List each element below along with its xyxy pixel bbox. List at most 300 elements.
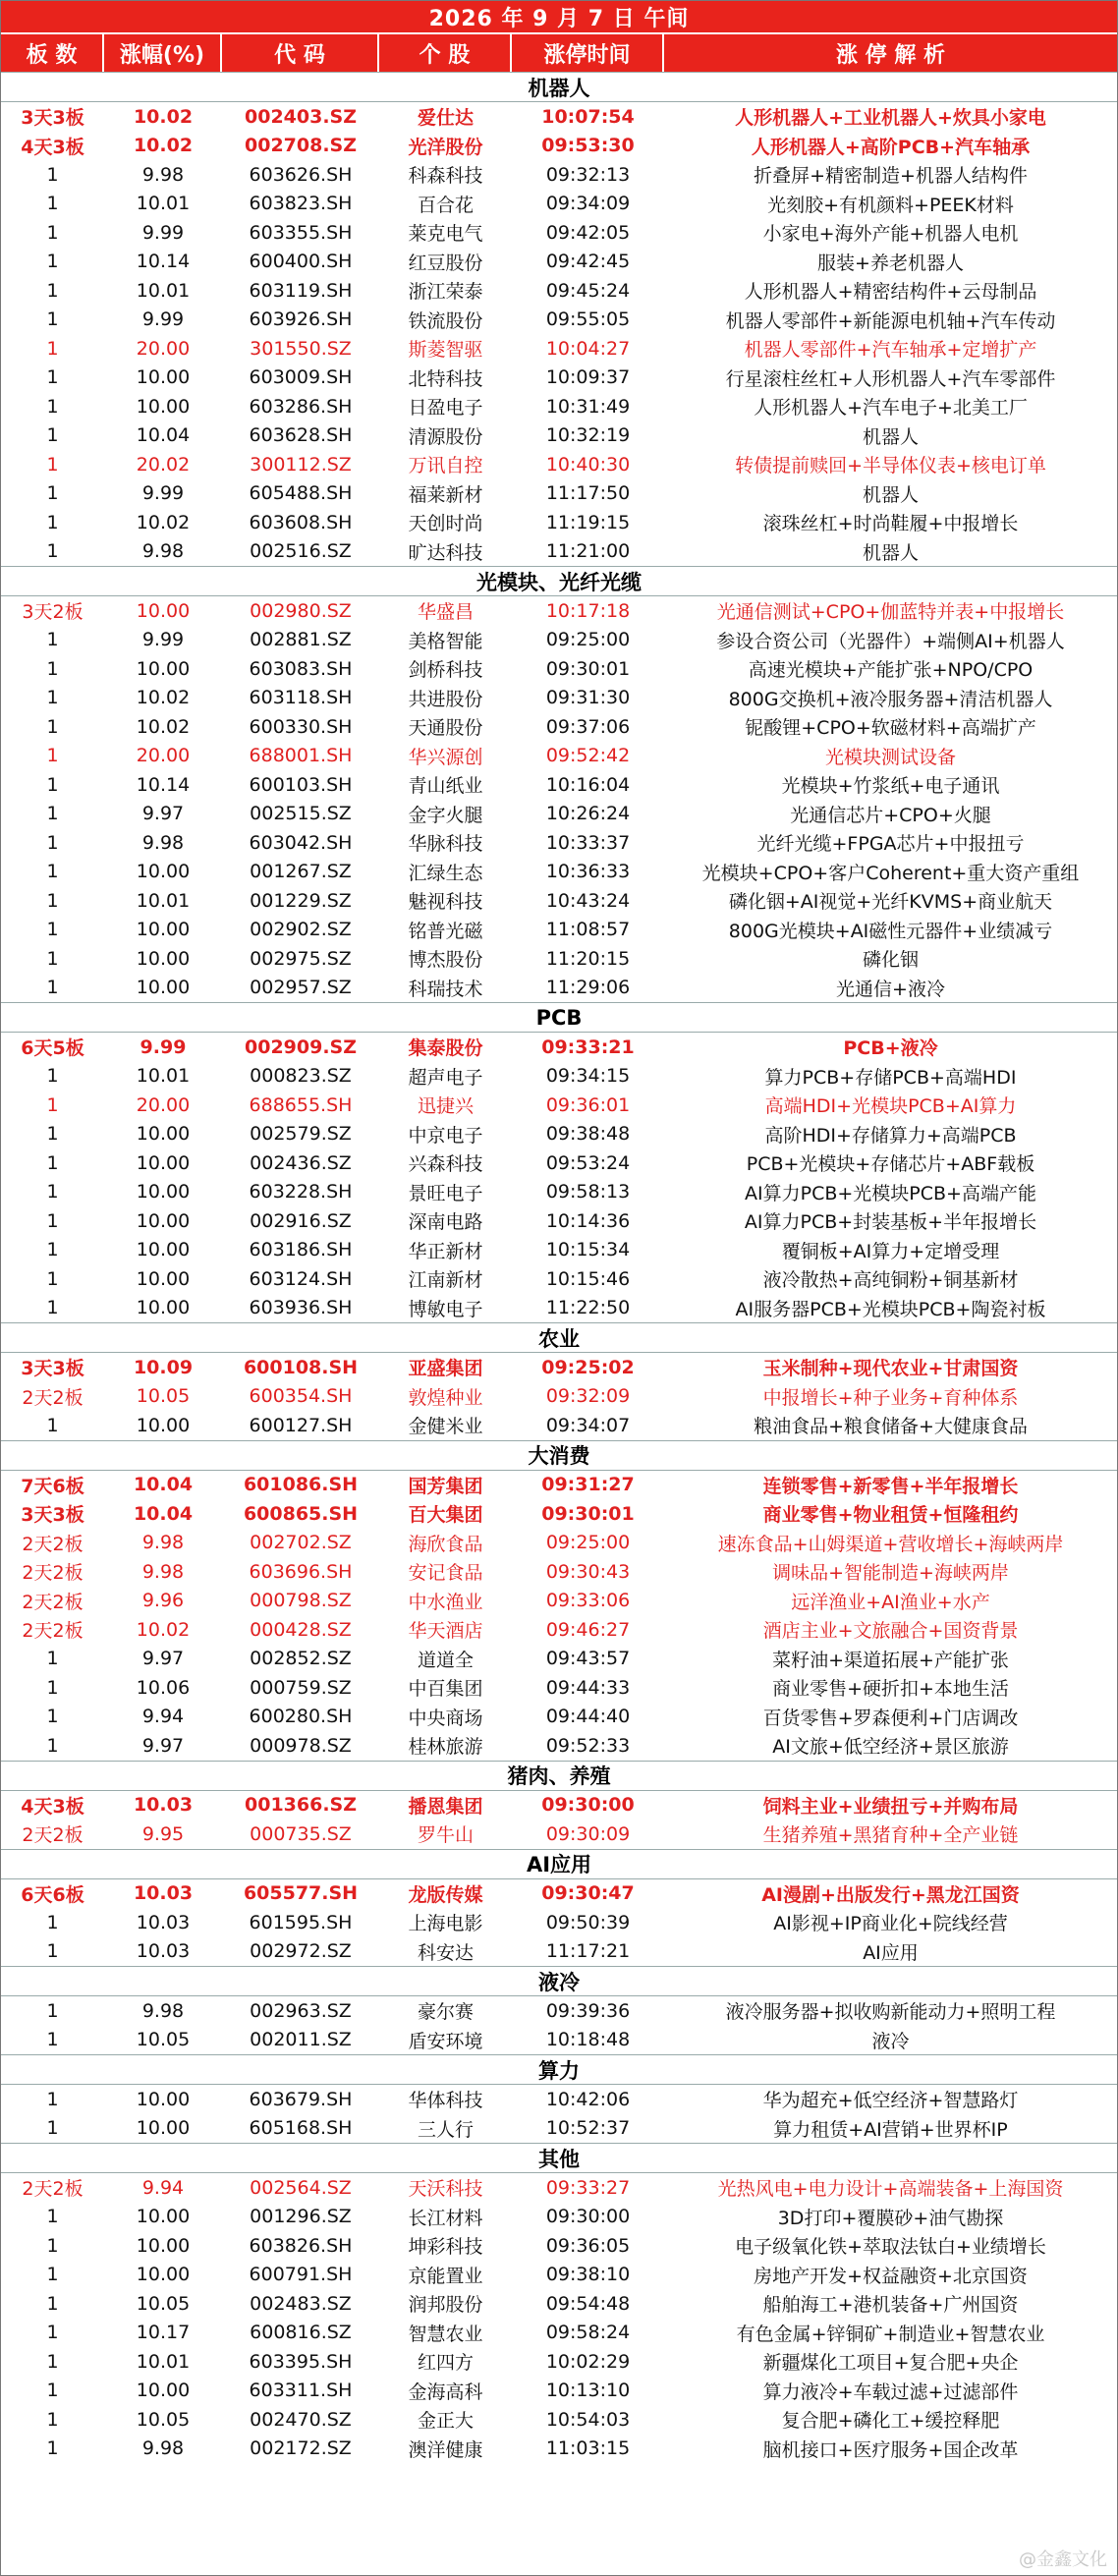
cell-board-count: 1 [46,1648,59,1670]
table-row [1,450,1117,479]
cell-analysis: 折叠屏+精密制造+机器人结构件 [754,165,1028,188]
cell-board-count: 1 [46,337,59,360]
cell-board-count: 1 [46,482,59,505]
cell-board-count: 2天2板 [22,1533,84,1555]
cell-stock-code: 603228.SH [249,1181,353,1204]
cell-limit-time: 09:25:00 [545,629,631,651]
cell-analysis: 机器人 [862,483,919,506]
table-row [1,1499,1117,1529]
cell-stock-code: 603355.SH [249,221,353,244]
cell-stock-name: 集泰股份 [408,1037,483,1060]
cell-board-count: 1 [46,2350,59,2373]
section-header: 算力 [1,2054,1117,2085]
cell-stock-code: 603626.SH [249,163,353,186]
cell-board-count: 1 [46,308,59,331]
table-row [1,190,1117,219]
section-header: 机器人 [1,72,1117,102]
cell-change-pct: 10.01 [136,193,191,215]
cell-limit-time: 09:58:13 [545,1181,631,1204]
cell-board-count: 1 [46,1734,59,1757]
cell-analysis: PCB+液冷 [843,1037,938,1060]
cell-stock-name: 汇绿生态 [408,862,483,884]
cell-limit-time: 09:32:09 [545,1385,631,1408]
cell-stock-name: 桂林旅游 [408,1736,483,1759]
cell-stock-name: 清源股份 [408,425,483,448]
cell-limit-time: 10:52:37 [545,2117,631,2140]
cell-stock-code: 000978.SZ [250,1734,352,1757]
cell-limit-time: 11:17:21 [545,1940,631,1963]
cell-stock-name: 华正新材 [408,1240,483,1262]
table-row [1,1471,1117,1500]
cell-change-pct: 10.14 [136,251,191,273]
cell-stock-name: 华盛昌 [417,601,474,624]
cell-limit-time: 10:16:04 [545,773,631,796]
cell-change-pct: 10.00 [136,947,191,970]
cell-analysis: 速冻食品+山姆渠道+营收增长+海峡两岸 [717,1533,1064,1555]
cell-stock-name: 万讯自控 [408,455,483,477]
cell-limit-time: 09:44:33 [545,1676,631,1699]
cell-stock-name: 江南新材 [408,1269,483,1292]
section-header: AI应用 [1,1849,1117,1879]
cell-limit-time: 09:30:01 [545,657,631,680]
cell-analysis: 商业零售+物业租赁+恒隆租约 [762,1504,1019,1527]
cell-limit-time: 09:55:05 [545,308,631,331]
table-row [1,1820,1117,1849]
cell-stock-name: 共进股份 [408,688,483,710]
cell-stock-code: 300112.SZ [250,453,352,476]
table-row [1,1120,1117,1149]
cell-stock-name: 铭普光磁 [408,920,483,942]
cell-change-pct: 9.97 [141,803,185,825]
cell-analysis: 磷化铟 [862,949,919,972]
cell-stock-name: 超声电子 [408,1066,483,1089]
cell-stock-name: 中水渔业 [408,1591,483,1613]
cell-limit-time: 09:37:06 [545,715,631,738]
table-row [1,1908,1117,1937]
cell-stock-name: 中百集团 [408,1678,483,1701]
table-row [1,160,1117,190]
cell-analysis: 商业零售+硬折扣+本地生活 [772,1678,1009,1701]
cell-analysis: 酒店主业+文旅融合+国资背景 [762,1620,1019,1643]
cell-board-count: 1 [46,279,59,302]
table-row [1,1236,1117,1265]
cell-stock-name: 长江材料 [408,2207,483,2229]
cell-stock-name: 铁流股份 [408,309,483,332]
cell-board-count: 1 [46,1999,59,2022]
cell-limit-time: 10:07:54 [541,105,635,128]
cell-analysis: 转债提前赎回+半导体仪表+核电订单 [735,455,1046,477]
cell-change-pct: 10.01 [136,2350,191,2373]
table-row [1,2203,1117,2232]
cell-change-pct: 10.00 [136,861,191,883]
cell-change-pct: 10.00 [136,2264,191,2286]
table-row [1,916,1117,945]
cell-change-pct: 10.00 [136,2117,191,2140]
cell-stock-code: 601086.SH [243,1474,359,1496]
cell-change-pct: 10.05 [136,2408,191,2431]
section-header: 其他 [1,2143,1117,2173]
table-row [1,944,1117,974]
cell-change-pct: 9.99 [141,629,185,651]
table-row [1,479,1117,509]
cell-stock-code: 603936.SH [249,1297,353,1319]
cell-board-count: 1 [46,919,59,941]
cell-change-pct: 10.05 [136,2029,191,2051]
table-row [1,1033,1117,1062]
cell-limit-time: 10:42:06 [545,2088,631,2110]
cell-board-count: 1 [46,2029,59,2051]
cell-stock-code: 002436.SZ [250,1151,352,1174]
cell-board-count: 1 [46,1414,59,1436]
cell-board-count: 1 [46,715,59,738]
table-header [1,32,1117,72]
cell-limit-time: 09:54:48 [545,2292,631,2315]
cell-limit-time: 10:40:30 [545,453,631,476]
cell-board-count: 1 [46,687,59,709]
cell-limit-time: 11:08:57 [545,919,631,941]
cell-stock-code: 603628.SH [249,424,353,447]
cell-stock-name: 敦煌种业 [408,1386,483,1409]
cell-analysis: 液冷散热+高纯铜粉+铜基新材 [762,1269,1019,1292]
cell-change-pct: 10.00 [136,657,191,680]
cell-stock-code: 002011.SZ [250,2029,352,2051]
cell-change-pct: 10.00 [136,1414,191,1436]
table-row [1,1879,1117,1909]
cell-stock-name: 龙版传媒 [408,1883,483,1906]
cell-board-count: 1 [46,1151,59,1174]
cell-change-pct: 10.00 [136,1123,191,1146]
cell-stock-name: 华体科技 [408,2090,483,2112]
cell-change-pct: 10.04 [133,1474,194,1496]
cell-change-pct: 9.98 [141,163,185,186]
cell-change-pct: 9.99 [141,308,185,331]
cell-limit-time: 10:14:36 [545,1209,631,1232]
cell-board-count: 1 [46,1676,59,1699]
table-row [1,1382,1117,1412]
cell-limit-time: 10:09:37 [545,366,631,389]
cell-stock-name: 播恩集团 [408,1795,483,1818]
table-row [1,2347,1117,2377]
cell-stock-code: 600108.SH [243,1356,359,1378]
cell-board-count: 6天6板 [21,1883,84,1906]
cell-change-pct: 9.96 [141,1590,185,1612]
cell-stock-code: 603608.SH [249,511,353,533]
table-row [1,1557,1117,1587]
cell-analysis: 电子级氧化铁+萃取法钛白+业绩增长 [735,2236,1046,2259]
cell-stock-name: 景旺电子 [408,1182,483,1204]
table-row [1,1529,1117,1558]
cell-change-pct: 10.00 [136,919,191,941]
cell-change-pct: 9.95 [141,1822,185,1845]
cell-board-count: 1 [46,2437,59,2460]
table-row [1,1148,1117,1178]
table-row [1,1587,1117,1616]
cell-limit-time: 09:38:48 [545,1123,631,1146]
table-row [1,1264,1117,1294]
header-stock: 个 股 [379,34,512,72]
cell-change-pct: 10.00 [136,1297,191,1319]
cell-change-pct: 9.94 [141,2176,185,2199]
cell-stock-name: 美格智能 [408,630,483,652]
table-row [1,1091,1117,1120]
cell-analysis: 液冷 [871,2030,910,2052]
header-analysis: 涨 停 解 析 [836,42,945,68]
cell-stock-code: 605577.SH [243,1882,359,1905]
table-row [1,508,1117,537]
cell-stock-code: 605488.SH [249,482,353,505]
cell-stock-name: 旷达科技 [408,541,483,564]
cell-stock-name: 豪尔赛 [417,2001,474,2024]
cell-stock-code: 002852.SZ [250,1648,352,1670]
cell-change-pct: 10.03 [133,1794,194,1817]
cell-limit-time: 10:18:48 [545,2029,631,2051]
cell-limit-time: 09:30:01 [541,1502,635,1525]
cell-analysis: 服装+养老机器人 [817,252,964,274]
cell-board-count: 3天3板 [21,107,84,130]
cell-stock-name: 罗牛山 [417,1824,474,1847]
cell-board-count: 6天5板 [21,1037,84,1060]
table-row [1,886,1117,916]
cell-board-count: 1 [46,453,59,476]
table-row [1,626,1117,655]
cell-stock-code: 603119.SH [249,279,353,302]
cell-analysis: 脑机接口+医疗服务+国企改革 [762,2438,1019,2461]
table-body [1,72,1117,2463]
table-row [1,2435,1117,2464]
cell-board-count: 1 [46,861,59,883]
cell-board-count: 3天3板 [21,1504,84,1527]
cell-change-pct: 10.00 [136,2234,191,2257]
cell-board-count: 1 [46,1239,59,1261]
cell-limit-time: 10:26:24 [545,803,631,825]
cell-limit-time: 09:38:10 [545,2264,631,2286]
cell-stock-name: 天沃科技 [408,2178,483,2201]
table-row [1,2114,1117,2144]
cell-stock-name: 道道全 [417,1649,474,1671]
cell-change-pct: 10.03 [133,1882,194,1905]
cell-limit-time: 09:53:24 [545,1151,631,1174]
cell-stock-code: 001366.SZ [245,1794,357,1817]
cell-stock-name: 百合花 [417,194,474,216]
cell-limit-time: 10:15:34 [545,1239,631,1261]
cell-change-pct: 10.03 [136,1940,191,1963]
table-row [1,1294,1117,1323]
cell-stock-code: 000428.SZ [250,1618,352,1641]
watermark: @金鑫文化 [1019,2549,1107,2570]
cell-limit-time: 10:32:19 [545,424,631,447]
cell-stock-name: 百大集团 [408,1504,483,1527]
cell-change-pct: 10.00 [136,2206,191,2228]
table-row [1,1703,1117,1732]
cell-board-count: 1 [46,2088,59,2110]
cell-stock-code: 600127.SH [249,1414,353,1436]
cell-change-pct: 9.98 [141,1999,185,2022]
cell-stock-code: 603083.SH [249,657,353,680]
cell-limit-time: 09:42:05 [545,221,631,244]
cell-analysis: 机器人零部件+汽车轴承+定增扩产 [744,339,1037,362]
cell-change-pct: 20.00 [136,337,191,360]
cell-change-pct: 9.98 [141,831,185,854]
cell-analysis: AI应用 [863,1941,919,1964]
cell-stock-code: 002470.SZ [250,2408,352,2431]
cell-change-pct: 10.09 [133,1356,194,1378]
cell-board-count: 1 [46,947,59,970]
table-row [1,1411,1117,1440]
section-header: 液冷 [1,1966,1117,1996]
cell-analysis: 人形机器人+精密结构件+云母制品 [744,281,1037,304]
cell-stock-code: 002708.SZ [245,135,357,157]
cell-stock-code: 600865.SH [243,1502,359,1525]
cell-analysis: 高阶HDI+存储算力+高端PCB [764,1124,1017,1147]
cell-board-count: 1 [46,1940,59,1963]
cell-stock-name: 安记食品 [408,1562,483,1585]
cell-board-count: 1 [46,1297,59,1319]
cell-change-pct: 9.99 [140,1036,187,1058]
cell-stock-code: 002957.SZ [250,977,352,999]
cell-analysis: 光模块+CPO+客户Coherent+重大资产重组 [701,862,1080,884]
cell-stock-name: 智慧农业 [408,2323,483,2345]
cell-analysis: 连锁零售+新零售+半年报增长 [762,1475,1019,1497]
cell-stock-code: 603679.SH [249,2088,353,2110]
cell-board-count: 2天2板 [22,1620,84,1643]
table-row [1,1937,1117,1967]
cell-analysis: AI服务器PCB+光模块PCB+陶瓷衬板 [735,1298,1046,1320]
cell-stock-code: 600354.SH [249,1385,353,1408]
cell-board-count: 1 [46,831,59,854]
cell-limit-time: 09:39:36 [545,1999,631,2022]
cell-stock-code: 002972.SZ [250,1940,352,1963]
cell-stock-name: 莱克电气 [408,223,483,246]
cell-change-pct: 20.02 [136,453,191,476]
cell-stock-code: 603118.SH [249,687,353,709]
cell-stock-code: 600816.SZ [250,2322,352,2344]
cell-stock-code: 000823.SZ [250,1065,352,1088]
cell-board-count: 2天2板 [22,1591,84,1613]
cell-change-pct: 10.00 [136,395,191,418]
header-limit-time: 涨停时间 [512,34,664,72]
cell-stock-name: 科森科技 [408,165,483,188]
cell-stock-name: 金健米业 [408,1416,483,1438]
cell-change-pct: 10.02 [136,1618,191,1641]
table-row [1,537,1117,567]
cell-change-pct: 10.01 [136,1065,191,1088]
cell-board-count: 4天3板 [21,1795,84,1818]
cell-limit-time: 10:15:46 [545,1267,631,1290]
cell-stock-name: 华天酒店 [408,1620,483,1643]
cell-analysis: 饲料主业+业绩扭亏+并购布局 [762,1795,1019,1818]
cell-analysis: 机器人 [862,541,919,564]
cell-board-count: 1 [46,1209,59,1232]
cell-limit-time: 09:33:27 [545,2176,631,2199]
cell-board-count: 1 [46,2264,59,2286]
cell-board-count: 2天2板 [22,2178,84,2201]
cell-limit-time: 11:20:15 [545,947,631,970]
cell-board-count: 1 [46,773,59,796]
cell-change-pct: 10.02 [136,687,191,709]
header-change-pct: 涨幅(%) [104,34,222,72]
cell-board-count: 1 [46,2234,59,2257]
cell-stock-code: 603823.SH [249,193,353,215]
cell-analysis: 液冷服务器+拟收购新能动力+照明工程 [725,2001,1056,2024]
cell-stock-name: 金海高科 [408,2380,483,2403]
cell-analysis: AI文旅+低空经济+景区旅游 [772,1736,1009,1759]
cell-stock-code: 002579.SZ [250,1123,352,1146]
cell-stock-name: 兴森科技 [408,1153,483,1176]
cell-analysis: 复合肥+磷化工+缓控释肥 [781,2410,1000,2433]
cell-change-pct: 9.98 [141,540,185,563]
cell-board-count: 3天2板 [22,601,84,624]
cell-change-pct: 10.01 [136,889,191,912]
cell-analysis: AI影视+IP商业化+院线经营 [773,1913,1008,1935]
cell-change-pct: 10.04 [136,424,191,447]
cell-board-count: 1 [46,2206,59,2228]
table-row [1,276,1117,306]
cell-board-count: 1 [46,803,59,825]
cell-board-count: 1 [46,629,59,651]
cell-analysis: 算力液冷+车载过滤+过滤部件 [762,2380,1019,2403]
cell-stock-name: 日盈电子 [408,397,483,420]
cell-stock-code: 002515.SZ [250,803,352,825]
cell-analysis: 覆铜板+AI算力+定增受理 [781,1240,1000,1262]
cell-board-count: 2天2板 [22,1562,84,1585]
cell-analysis: 高端HDI+光模块PCB+AI算力 [764,1095,1017,1118]
table-row [1,364,1117,393]
cell-stock-code: 603009.SH [249,366,353,389]
cell-change-pct: 10.02 [133,105,194,128]
cell-change-pct: 9.99 [141,221,185,244]
cell-stock-code: 603395.SH [249,2350,353,2373]
cell-limit-time: 10:43:24 [545,889,631,912]
cell-stock-name: 斯菱智驱 [408,339,483,362]
table-row [1,858,1117,887]
table-row [1,102,1117,132]
cell-board-count: 1 [46,1065,59,1088]
cell-stock-code: 603124.SH [249,1267,353,1290]
cell-change-pct: 10.14 [136,773,191,796]
cell-analysis: 人形机器人+工业机器人+炊具小家电 [735,107,1046,130]
cell-analysis: 小家电+海外产能+机器人电机 [762,223,1019,246]
cell-change-pct: 10.04 [133,1502,194,1525]
cell-stock-code: 002902.SZ [250,919,352,941]
table-row [1,1178,1117,1207]
cell-stock-name: 红四方 [417,2352,474,2375]
cell-analysis: AI漫剧+出版发行+黑龙江国资 [761,1883,1020,1906]
cell-stock-name: 爱仕达 [417,107,474,130]
cell-board-count: 1 [46,2322,59,2344]
cell-board-count: 1 [46,1706,59,1728]
table-row [1,770,1117,800]
cell-analysis: 算力租赁+AI营销+世界杯IP [773,2118,1008,2141]
cell-board-count: 1 [46,1267,59,1290]
cell-limit-time: 10:04:27 [545,337,631,360]
cell-board-count: 1 [46,2380,59,2402]
cell-stock-name: 中央商场 [408,1707,483,1729]
cell-stock-code: 603286.SH [249,395,353,418]
cell-stock-name: 金正大 [417,2410,474,2433]
cell-analysis: 铌酸锂+CPO+软磁材料+高端扩产 [745,717,1036,740]
cell-change-pct: 20.00 [136,1093,191,1116]
cell-change-pct: 10.02 [133,135,194,157]
cell-limit-time: 11:17:50 [545,482,631,505]
table-row [1,2026,1117,2055]
cell-board-count: 1 [46,2117,59,2140]
table-row [1,218,1117,248]
cell-stock-code: 002916.SZ [250,1209,352,1232]
cell-stock-code: 600103.SH [249,773,353,796]
cell-stock-code: 603186.SH [249,1239,353,1261]
cell-analysis: 菜籽油+渠道拓展+产能扩张 [772,1649,1009,1671]
table-row [1,334,1117,364]
